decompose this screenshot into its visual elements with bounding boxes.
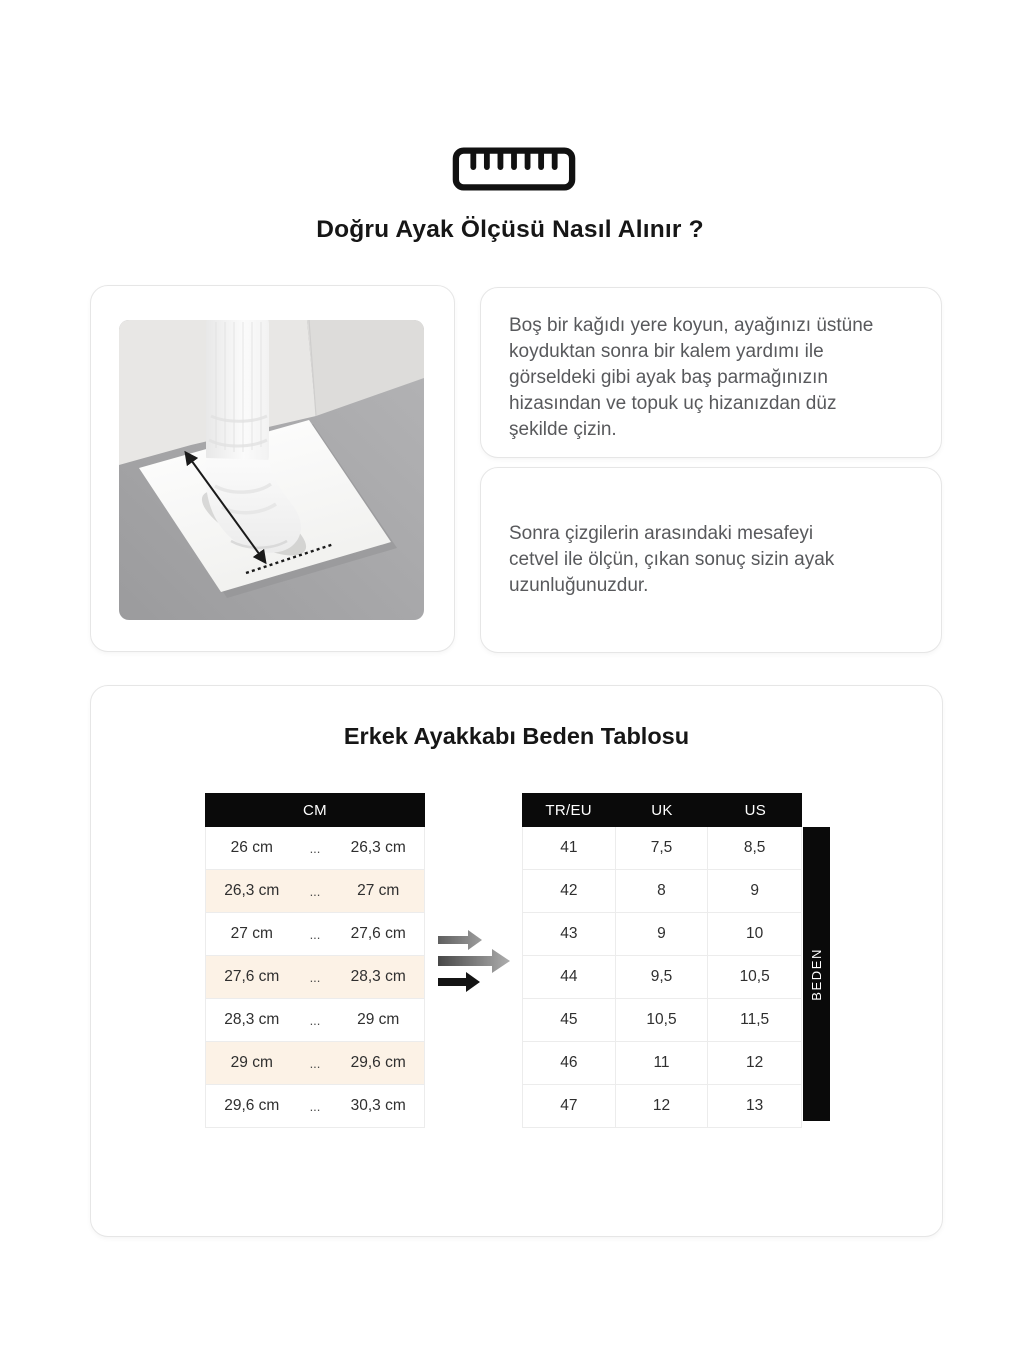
size-table-title: Erkek Ayakkabı Beden Tablosu [343,723,690,749]
instruction-step2-card [480,467,942,653]
table-row: 26,3 cm ... 27 cm [206,869,424,912]
size-table-header-row: TR/EU UK US [522,793,802,827]
table-row: 41 7,5 8,5 [523,827,801,869]
table-row: 45 10,5 11,5 [523,998,801,1041]
foot-measurement-photo [119,320,424,620]
instruction-step1-text: Boş bir kağıdı yere koyun, ayağınızı üstüne koyduktan sonra bir kalem yardımı ile görseldeki gibi ayak baş parmağınızın hizasından ve topuk uç hizanızdan düz şekilde çizin. [509,315,874,440]
table-row: 28,3 cm ... 29 cm [206,998,424,1041]
foot-on-paper-illustration [119,320,424,620]
cm-table-body [205,827,425,1128]
table-row: 26 cm ... 26,3 cm [206,827,424,869]
table-row: 29 cm ... 29,6 cm [206,1041,424,1084]
table-row: 44 9,5 10,5 [523,955,801,998]
size-conversion-table [522,793,802,1128]
conversion-arrows-icon [436,923,514,997]
table-row: 27 cm ... 27,6 cm [206,912,424,955]
table-row: 27,6 cm ... 28,3 cm [206,955,424,998]
beden-label: BEDEN [809,947,824,1001]
size-table-body [522,827,802,1128]
ruler-icon [452,146,576,192]
table-row: 29,6 cm ... 30,3 cm [206,1084,424,1127]
cm-range-table [205,793,425,1128]
page-title: Doğru Ayak Ölçüsü Nasıl Alınır ? [316,216,704,243]
size-table-card [90,685,943,1237]
cm-table-header: CM [205,793,425,827]
foot-measurement-card [90,285,455,652]
table-row: 46 11 12 [523,1041,801,1084]
beden-side-bar [803,827,830,1121]
table-row: 43 9 10 [523,912,801,955]
table-row: 47 12 13 [523,1084,801,1127]
table-row: 42 8 9 [523,869,801,912]
instruction-step2-text: Sonra çizgilerin arasındaki mesafeyi cetvel ile ölçün, çıkan sonuç sizin ayak uzunluğunuzdur. [509,523,835,596]
instruction-step1-card [480,287,942,458]
